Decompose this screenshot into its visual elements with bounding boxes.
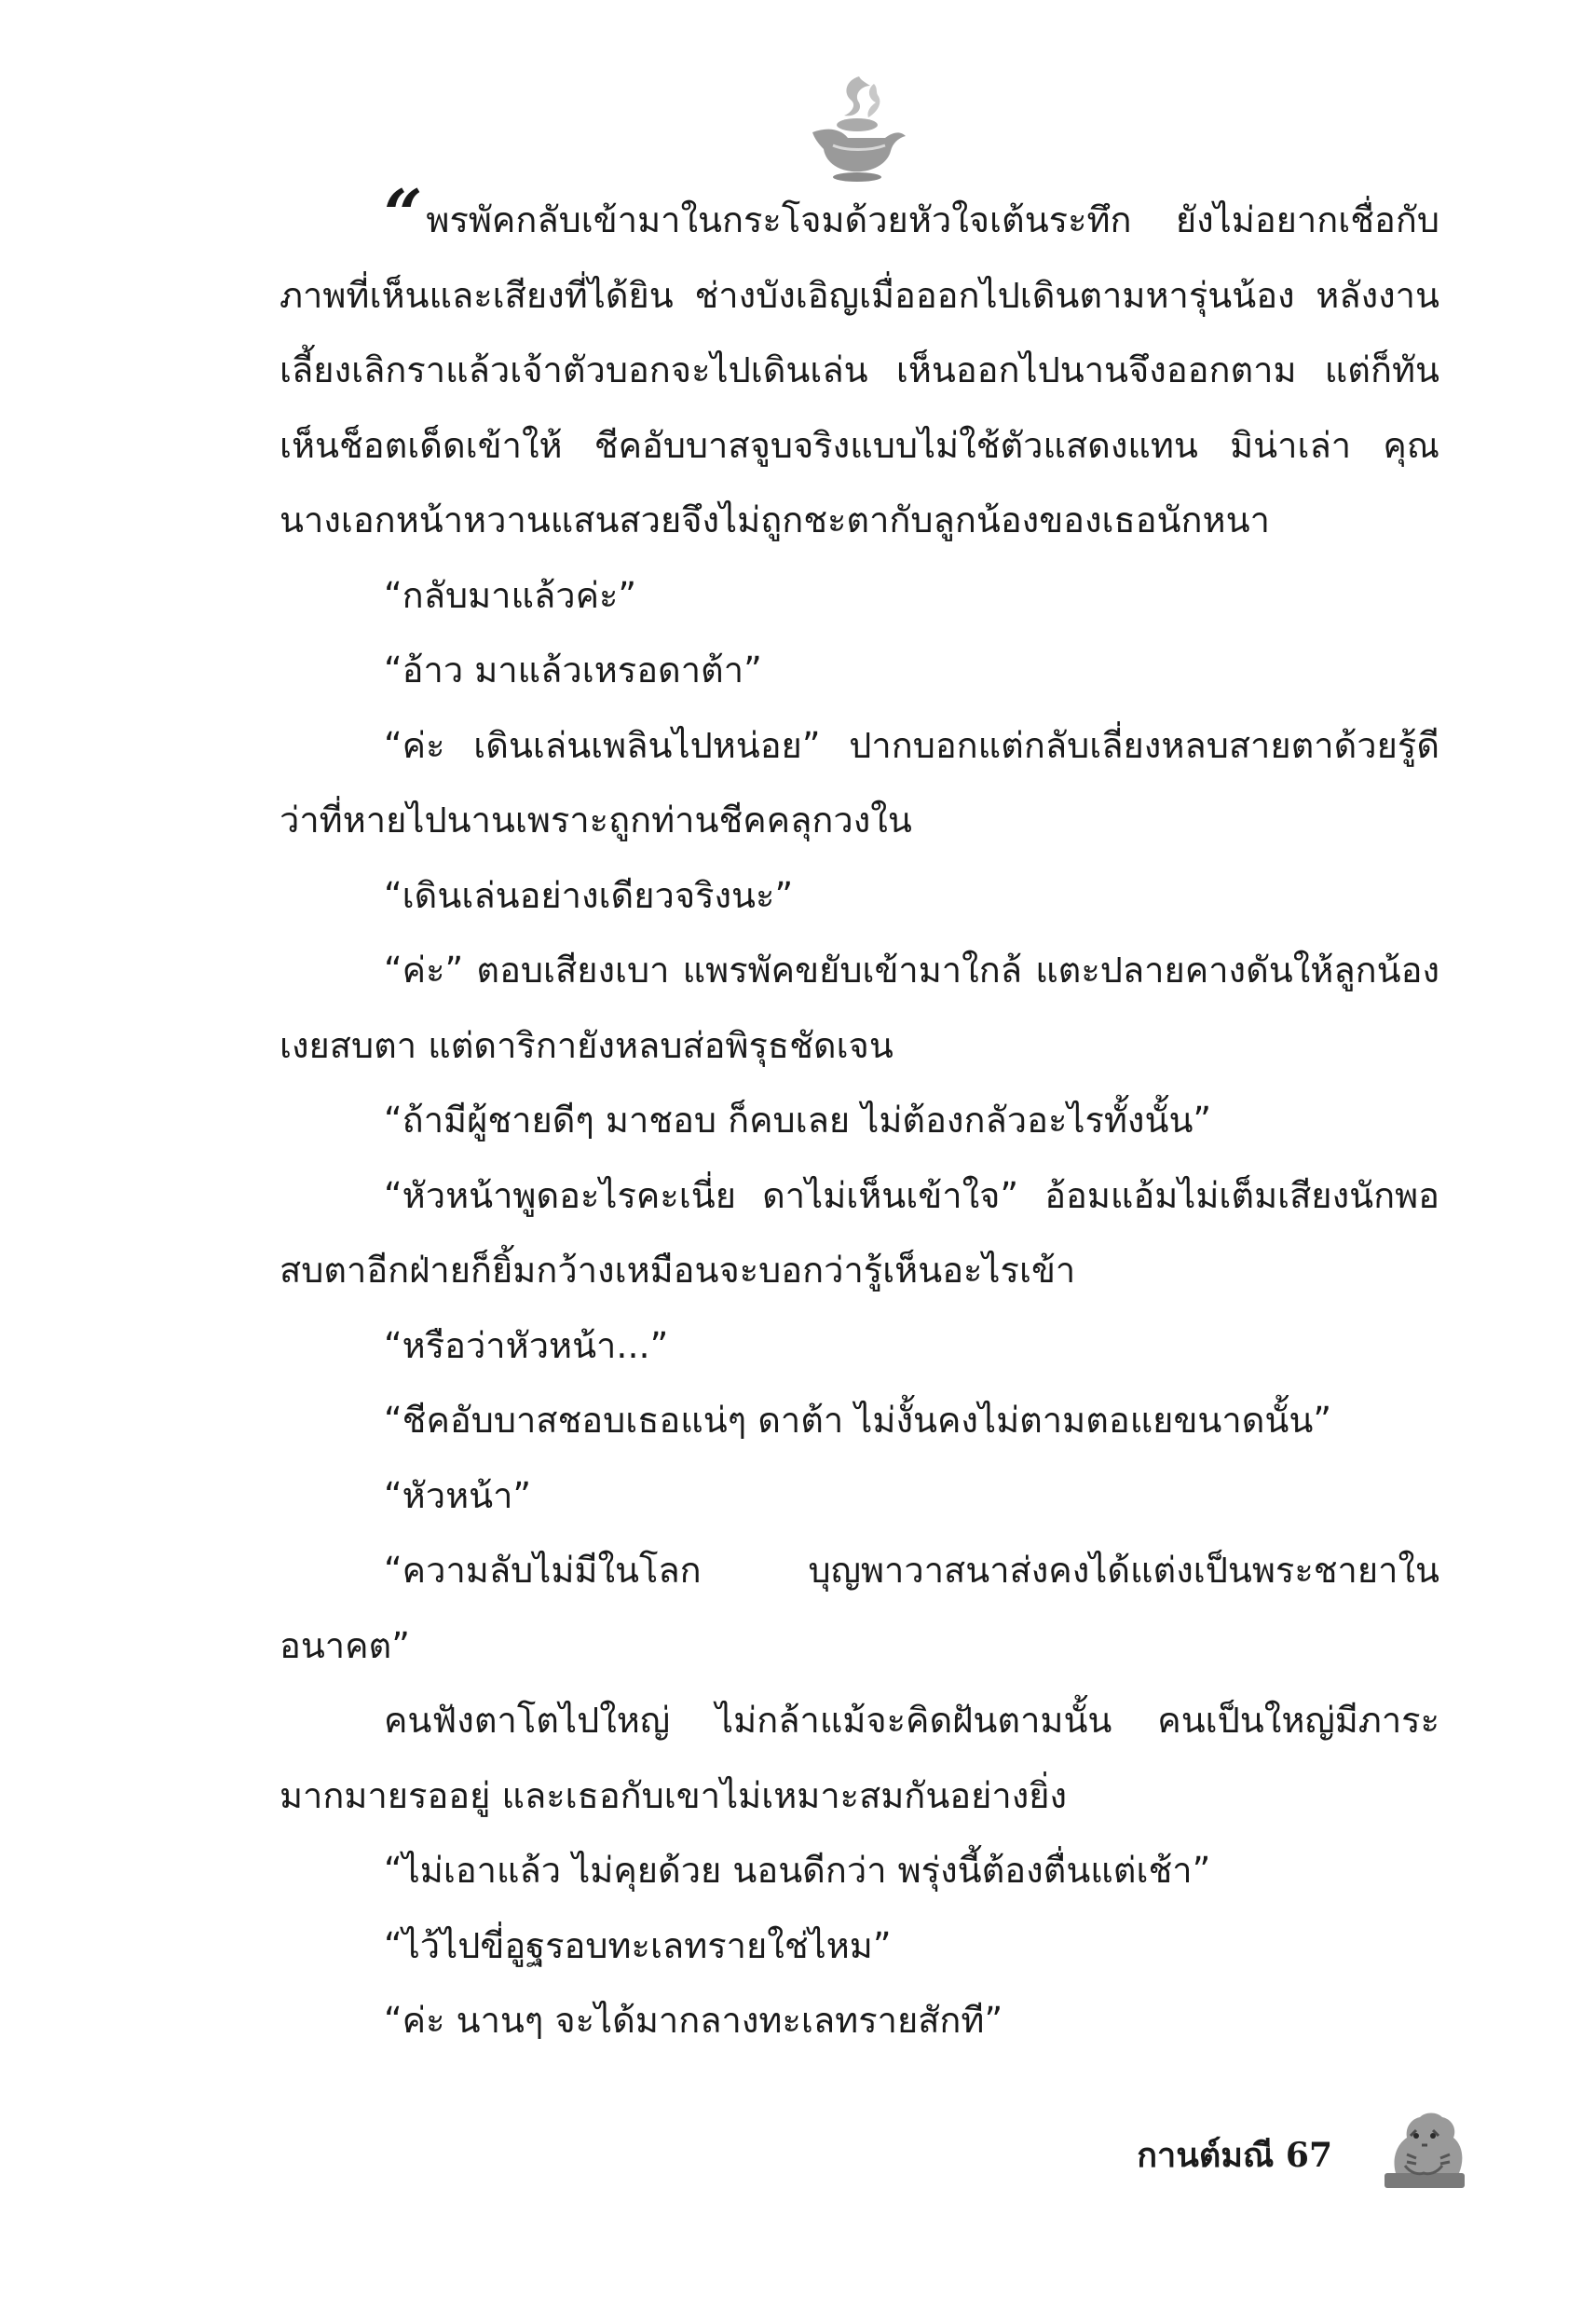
- paragraph: “ชีคอับบาสชอบเธอแน่ๆ ดาต้า ไม่งั้นคงไม่ตามตอแยขนาดนั้น”: [384, 1400, 1332, 1441]
- paragraph: “ค่ะ นานๆ จะได้มากลางทะเลทรายสักที”: [384, 2000, 1003, 2041]
- paragraph: “หัวหน้า”: [384, 1474, 532, 1516]
- paragraph: “ค่ะ” ตอบเสียงเบา แพรพัคขยับเข้ามาใกล้ แตะปลายคางดันให้ลูกน้องเงยสบตา แต่ดาริกายังหลบส่อพิรุธชัดเจน: [280, 950, 1439, 1066]
- page-number: 67: [1285, 2136, 1332, 2175]
- paragraph: “กลับมาแล้วค่ะ”: [384, 574, 637, 616]
- paragraph: “หรือว่าหัวหน้า...”: [384, 1324, 669, 1366]
- opening-quote-ornament: “: [384, 174, 423, 253]
- paragraph: “เดินเล่นอย่างเดียวจริงนะ”: [384, 874, 794, 916]
- body-text: [280, 174, 1439, 2058]
- tiger-icon: [1379, 2108, 1468, 2192]
- paragraph: “อ้าว มาแล้วเหรอดาต้า”: [384, 650, 762, 691]
- paragraph: “ความลับไม่มีในโลก บุญพาวาสนาส่งคงได้แต่งเป็นพระชายาในอนาคต”: [280, 1550, 1439, 1666]
- paragraph: “ พรพัคกลับเข้ามาในกระโจมด้วยหัวใจเต้นระทึก ยังไม่อยากเชื่อกับภาพที่เห็นและเสียงที่ได้ยิน ช่างบังเอิญเมื่อออกไปเดินตามหารุ่นน้อง หลังงานเลี้ยงเลิกราแล้วเจ้าตัวบอกจะไปเดินเล่น เห็นออกไปนานจึงออกตาม แต่ก็ทันเห็นช็อตเด็ดเข้าให้ ชีคอับบาสจูบจริงแบบไม่ใช้ตัวแสดงแทน มิน่าเล่า คุณนางเอกหน้าหวานแสนสวยจึงไม่ถูกชะตากับลูกน้องของเธอนักหนา: [280, 174, 1439, 540]
- paragraph: “ถ้ามีผู้ชายดีๆ มาชอบ ก็คบเลย ไม่ต้องกลัวอะไรทั้งนั้น”: [384, 1100, 1212, 1141]
- paragraph: คนฟังตาโตไปใหญ่ ไม่กล้าแม้จะคิดฝันตามนั้น คนเป็นใหญ่มีภาระมากมายรออยู่ และเธอกับเขาไม่เหมาะสมกันอย่างยิ่ง: [280, 1700, 1439, 1816]
- footer-book-title: กานต์มณี 67: [1137, 2136, 1332, 2175]
- paragraph: “ค่ะ เดินเล่นเพลินไปหน่อย” ปากบอกแต่กลับเลี่ยงหลบสายตาด้วยรู้ดีว่าที่หายไปนานเพราะถูกท่านชีคคลุกวงใน: [280, 724, 1439, 841]
- page-footer: [1099, 2108, 1472, 2192]
- paragraph: “ไว้ไปขี่อูฐรอบทะเลทรายใช่ไหม”: [384, 1924, 892, 1966]
- paragraph: “ไม่เอาแล้ว ไม่คุยด้วย นอนดีกว่า พรุ่งนี้ต้องตื่นแต่เช้า”: [384, 1850, 1211, 1891]
- paragraph: “หัวหน้าพูดอะไรคะเนี่ย ดาไม่เห็นเข้าใจ” อ้อมแอ้มไม่เต็มเสียงนักพอสบตาอีกฝ่ายก็ยิ้มกว้างเหมือนจะบอกว่ารู้เห็นอะไรเข้า: [280, 1174, 1439, 1291]
- magic-lamp-icon: [799, 65, 911, 186]
